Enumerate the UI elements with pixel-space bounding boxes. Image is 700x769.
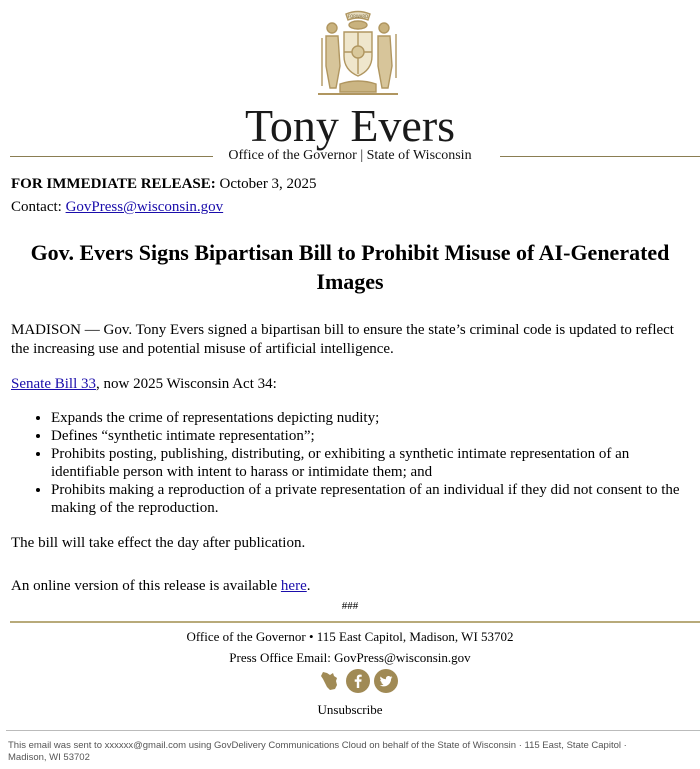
- list-item: • Prohibits posting, publishing, distributing, or exhibiting a synthetic intimate representation of an identifiable person with intent to harass or intimidate them; and: [51, 445, 700, 481]
- twitter-icon[interactable]: [374, 669, 398, 693]
- seal-motto: FORWARD: [347, 14, 369, 19]
- facebook-icon[interactable]: [346, 669, 370, 693]
- delivery-fineprint: This email was sent to xxxxxx@gmail.com using GovDelivery Communications Cloud on behalf of the State of Wisconsin · 115 East, State Capitol · Madison, WI 53702: [8, 740, 627, 763]
- contact-email-link[interactable]: GovPress@wisconsin.gov: [65, 199, 224, 215]
- online-version-link[interactable]: here: [280, 578, 307, 594]
- office-rule-right: [500, 156, 700, 157]
- online-prefix: An online version of this release is available: [11, 578, 281, 594]
- contact-label: Contact:: [11, 199, 62, 215]
- intro-paragraph: MADISON — Gov. Tony Evers signed a bipartisan bill to ensure the state’s criminal code is updated to reflect the increasing use and potential misuse of artificial intelligence.: [11, 322, 674, 357]
- footer-press-email: Press Office Email: GovPress@wisconsin.gov: [229, 650, 471, 665]
- contact-line: [11, 198, 694, 217]
- office-banner: [0, 148, 700, 166]
- unsubscribe-link[interactable]: Unsubscribe: [317, 702, 383, 717]
- fineprint-divider: [6, 730, 700, 731]
- senate-bill-link[interactable]: Senate Bill 33: [11, 376, 96, 392]
- footer-address: Office of the Governor • 115 East Capitol, Madison, WI 53702: [186, 629, 514, 644]
- list-item: • Defines “synthetic intimate representation”;: [51, 427, 700, 445]
- letterhead: [0, 0, 700, 172]
- footer-divider: [10, 621, 700, 623]
- release-line: [11, 175, 694, 194]
- bill-provisions-list: [11, 409, 700, 517]
- release-date: October 3, 2025: [219, 176, 317, 192]
- wisconsin-icon[interactable]: [318, 669, 342, 693]
- release-label: FOR IMMEDIATE RELEASE:: [11, 176, 216, 192]
- list-item: • Prohibits making a reproduction of a private representation of an individual if they did not consent to the making of the reproduction.: [51, 481, 700, 517]
- online-suffix: .: [306, 578, 311, 594]
- office-subtitle: Office of the Governor | State of Wisconsin: [228, 148, 472, 163]
- governor-name: Tony Evers: [244, 100, 456, 151]
- online-version-line: [11, 577, 694, 596]
- wisconsin-seal-logo: [310, 8, 406, 100]
- press-release-title: Gov. Evers Signs Bipartisan Bill to Prohibit Misuse of AI-Generated Images: [30, 240, 670, 294]
- effective-date-paragraph: The bill will take effect the day after publication.: [11, 535, 306, 551]
- list-item: • Expands the crime of representations depicting nudity;: [51, 409, 700, 427]
- bill-line: [11, 375, 694, 394]
- bill-line-rest: , now 2025 Wisconsin Act 34:: [96, 376, 277, 392]
- end-mark: ###: [341, 600, 359, 612]
